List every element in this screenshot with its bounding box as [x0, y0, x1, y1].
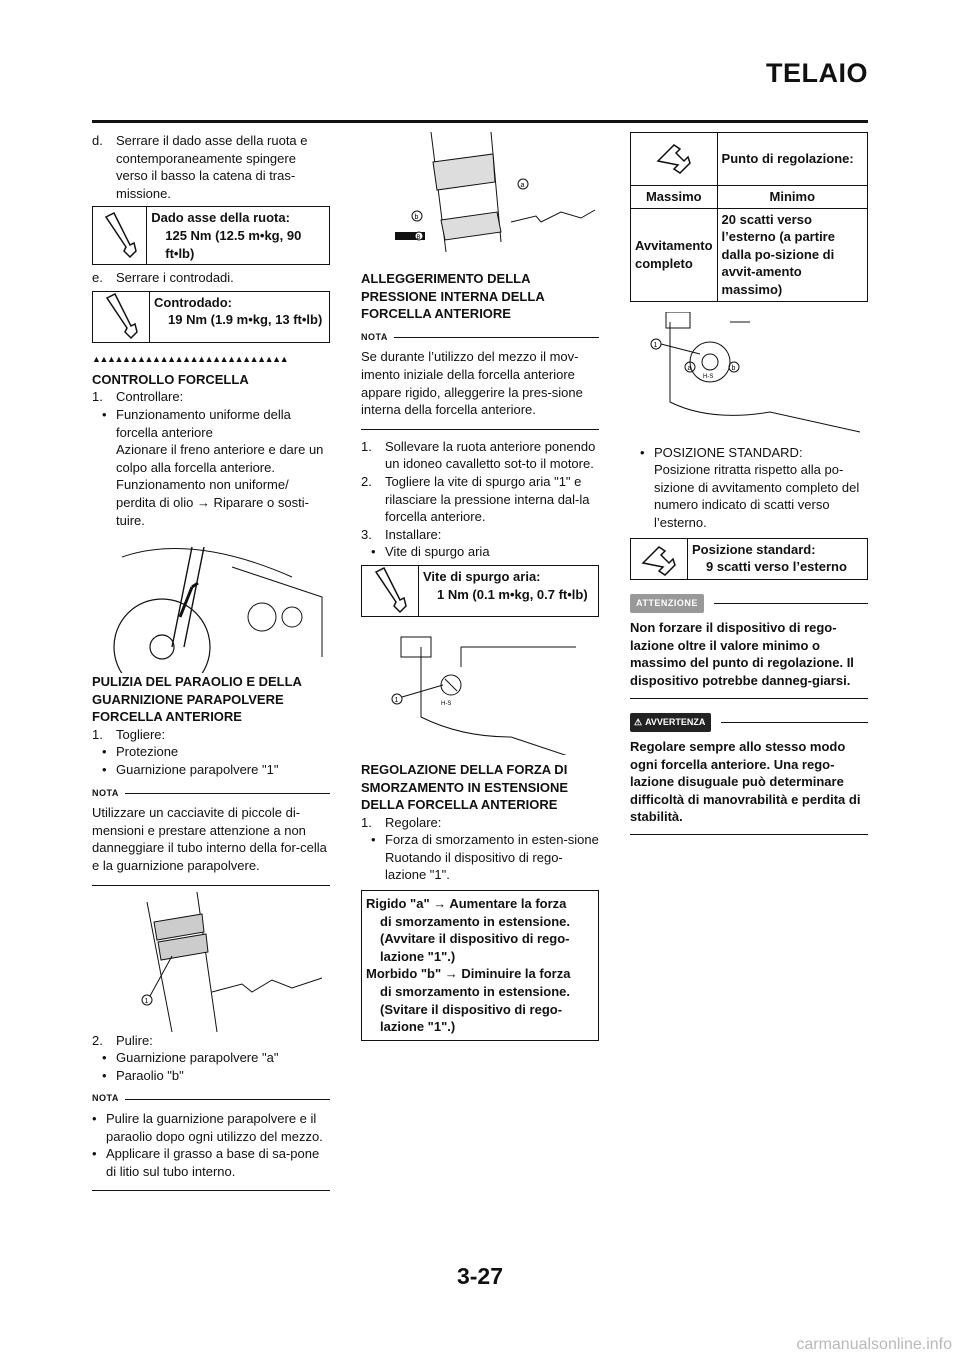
caution-text: Non forzare il dispositivo di rego-lazione oltre il valore minimo o massimo del punto di regolazione. Il dispositivo potrebbe danneg-giarsi.	[630, 613, 868, 698]
step-text: Togliere la vite di spurgo aria "1" e rilasciare la pressione interna dal-la forcella anteriore.	[385, 473, 590, 525]
bullet-text: Guarnizione parapolvere "a"	[116, 1050, 279, 1066]
spec-box-air-bleed	[361, 565, 599, 617]
page-title: TELAIO	[766, 58, 868, 88]
step-label: 2.	[92, 1032, 103, 1048]
step-1	[361, 438, 599, 473]
column-1	[92, 132, 330, 1191]
spec-title: Posizione standard:	[692, 541, 816, 557]
bullet-text: Pulire la guarnizione parapolvere e il paraolio dopo ogni utilizzo del mezzo.	[106, 1111, 323, 1144]
note-box	[92, 785, 330, 886]
step-label: 1.	[361, 438, 372, 454]
step-text: Installare:	[385, 526, 442, 542]
spec-value: 1 Nm (0.1 m•kg, 0.7 ft•lb)	[437, 586, 588, 602]
table-title: Punto di regolazione:	[717, 133, 867, 186]
section-title: ALLEGGERIMENTO DELLA PRESSIONE INTERNA DELLA FORCELLA ANTERIORE	[361, 271, 545, 322]
step-e	[92, 269, 330, 287]
bullet: • Pulire la guarnizione parapolvere e il paraolio dopo ogni utilizzo del mezzo.	[92, 1110, 330, 1145]
callout-1: 1	[653, 341, 658, 349]
step-text: Sollevare la ruota anteriore ponendo un idoneo cavalletto sot-to il motore.	[385, 438, 596, 472]
spec-box-standard	[630, 538, 868, 580]
end-of-section-marks: ▲▲▲▲▲▲▲▲▲▲▲▲▲▲▲▲▲▲▲▲▲▲▲▲▲▲	[92, 353, 288, 364]
note-label: NOTA	[92, 1090, 330, 1108]
adjust-soft-text: di smorzamento in estensione. (Svitare il dispositivo di rego-lazione "1".)	[380, 984, 570, 1035]
note-box	[92, 1090, 330, 1191]
spec-title: Dado asse della ruota:	[151, 210, 290, 226]
spec-value: 19 Nm (1.9 m•kg, 13 ft•lb)	[168, 312, 323, 328]
bullet-text: Applicare il grasso a base di sa-pone di litio sul tubo interno.	[106, 1146, 320, 1179]
bullet-text: Protezione	[116, 744, 179, 760]
adjust-stiff-label: Rigido "a" → Aumentare la forza	[366, 896, 567, 912]
bullet: • Protezione	[102, 744, 179, 760]
spec-title: Controdado:	[154, 294, 232, 310]
step-label: 1.	[361, 814, 372, 830]
wrench-icon	[93, 207, 147, 264]
table-cell-max: Avvitamento completo	[631, 208, 718, 301]
spec-title: Vite di spurgo aria:	[423, 568, 541, 584]
wrench-icon	[93, 292, 150, 342]
callout-a: a	[687, 364, 692, 372]
instruction-detail: Azionare il freno anteriore e dare un colpo alla forcella anteriore. Funzionamento non uniforme/ perdita di olio → Riparare o sosti-tuire.	[116, 442, 324, 528]
instruction-detail: Ruotando il dispositivo di rego-lazione "1".	[385, 849, 563, 883]
header-rule	[92, 120, 868, 123]
table-header-min: Minimo	[717, 186, 867, 209]
bullet: • Guarnizione parapolvere "1"	[102, 762, 279, 778]
watermark: carmanualsonline.info	[796, 1336, 952, 1353]
section-title: CONTROLLO FORCELLA	[92, 371, 249, 387]
warning-box	[630, 713, 868, 836]
callout-a: a	[520, 182, 525, 189]
adjustment-table	[630, 132, 868, 302]
hs-label: H-S	[703, 373, 714, 380]
callout-1: 1	[144, 997, 149, 1005]
spec-value: 125 Nm (12.5 m•kg, 90 ft•lb)	[165, 227, 302, 261]
instruction-detail: Posizione ritratta rispetto alla po-sizione di avvitamento completo del numero indicato di scatti verso l’esterno.	[654, 462, 860, 530]
callout-1: 1	[394, 696, 399, 704]
note-label: NOTA	[92, 785, 330, 803]
rebound-adjuster-illustration	[630, 312, 868, 438]
note-text: Se durante l’utilizzo del mezzo il mov-imento iniziale della forcella anteriore appare rigido, alleggerire la pres-sione interna della forcella anteriore.	[361, 349, 583, 418]
callout-B: B	[416, 235, 421, 241]
step-1	[92, 726, 330, 744]
adjust-soft-label: Morbido "b" → Diminuire la forza	[366, 966, 571, 982]
air-bleed-screw-illustration	[361, 627, 599, 755]
step-text: Controllare:	[116, 389, 184, 405]
step-d	[92, 132, 330, 202]
bullet: • Funzionamento uniforme della forcella anteriore	[92, 406, 330, 441]
step-2	[361, 473, 599, 526]
step-label: 3.	[361, 526, 372, 542]
callout-b: b	[731, 364, 736, 372]
section-title: PULIZIA DEL PARAOLIO E DELLA GUARNIZIONE PARAPOLVERE FORCELLA ANTERIORE	[92, 674, 302, 725]
step-3	[361, 526, 599, 544]
step-1	[361, 814, 599, 832]
dust-seal-illustration	[92, 892, 330, 1032]
step-1	[92, 388, 330, 406]
callout-b: b	[414, 214, 419, 221]
note-box	[361, 329, 599, 430]
step-label: e.	[92, 270, 103, 286]
bullet-text: Forza di smorzamento in esten-sione	[385, 832, 599, 848]
step-text: Serrare i controdadi.	[116, 270, 234, 286]
caution-box	[630, 594, 868, 699]
fork-illustration	[92, 537, 330, 673]
bullet: • Applicare il grasso a base di sa-pone di litio sul tubo interno.	[92, 1145, 330, 1180]
warning-label: AVVERTENZA	[645, 716, 706, 727]
note-text: Utilizzare un cacciavite di piccole di-mensioni e prestare attenzione a non danneggiare il tubo interno della for-cella e la guarnizione parapolvere.	[92, 805, 327, 874]
bullet-text: Funzionamento uniforme della forcella anteriore	[116, 406, 291, 440]
wrench-icon	[631, 133, 718, 186]
step-text: Togliere:	[116, 726, 166, 742]
fork-air-bleed-illustration	[361, 132, 599, 264]
warning-text: Regolare sempre allo stesso modo ogni forcella anteriore. Una rego-lazione disuguale può determinare difficoltà di manovrabilità e perdita di stabilità.	[630, 732, 868, 835]
step-2	[92, 1032, 330, 1050]
spec-value: 9 scatti verso l’esterno	[706, 559, 847, 575]
warning-triangle-icon: ⚠	[634, 716, 643, 727]
step-text: Pulire:	[116, 1032, 153, 1048]
warning-tag	[630, 713, 711, 733]
bullet: • Forza di smorzamento in esten-sione	[371, 832, 599, 848]
adjust-stiff-text: di smorzamento in estensione. (Avvitare il dispositivo di rego-lazione "1".)	[380, 913, 570, 964]
bullet: • Paraolio "b"	[102, 1067, 184, 1083]
bullet: • Vite di spurgo aria	[371, 544, 490, 560]
section-title: REGOLAZIONE DELLA FORZA DI SMORZAMENTO IN ESTENSIONE DELLA FORCELLA ANTERIORE	[361, 761, 569, 813]
step-label: 2.	[361, 473, 372, 489]
step-label: 1.	[92, 726, 103, 742]
step-text: Regolare:	[385, 814, 442, 830]
bullet: • POSIZIONE STANDARD:	[640, 444, 803, 460]
page-number: 3-27	[456, 1263, 504, 1289]
bullet-text: Vite di spurgo aria	[385, 544, 490, 560]
spec-box-axle-nut	[92, 206, 330, 265]
table-cell-min: 20 scatti verso l’esterno (a partire dalla po-sizione di avvit-amento massimo)	[717, 208, 867, 301]
wrench-icon	[631, 539, 688, 579]
step-label: d.	[92, 133, 103, 148]
bullet: • Guarnizione parapolvere "a"	[102, 1050, 279, 1066]
bullet-text: Guarnizione parapolvere "1"	[116, 762, 279, 778]
step-text: Serrare il dado asse della ruota e contemporaneamente spingere verso il basso la catena di tras-missione.	[116, 133, 308, 201]
bullet-text: POSIZIONE STANDARD:	[654, 444, 803, 460]
bullet-text: Paraolio "b"	[116, 1067, 184, 1083]
adjustment-box	[361, 890, 599, 1041]
table-header-max: Massimo	[631, 186, 718, 209]
note-label: NOTA	[361, 329, 599, 347]
spec-box-locknut	[92, 291, 330, 343]
step-label: 1.	[92, 389, 103, 405]
column-3	[630, 132, 868, 835]
hs-label: H-S	[441, 700, 452, 707]
caution-label: ATTENZIONE	[630, 594, 704, 614]
wrench-icon	[362, 566, 419, 616]
column-2	[361, 132, 599, 1041]
